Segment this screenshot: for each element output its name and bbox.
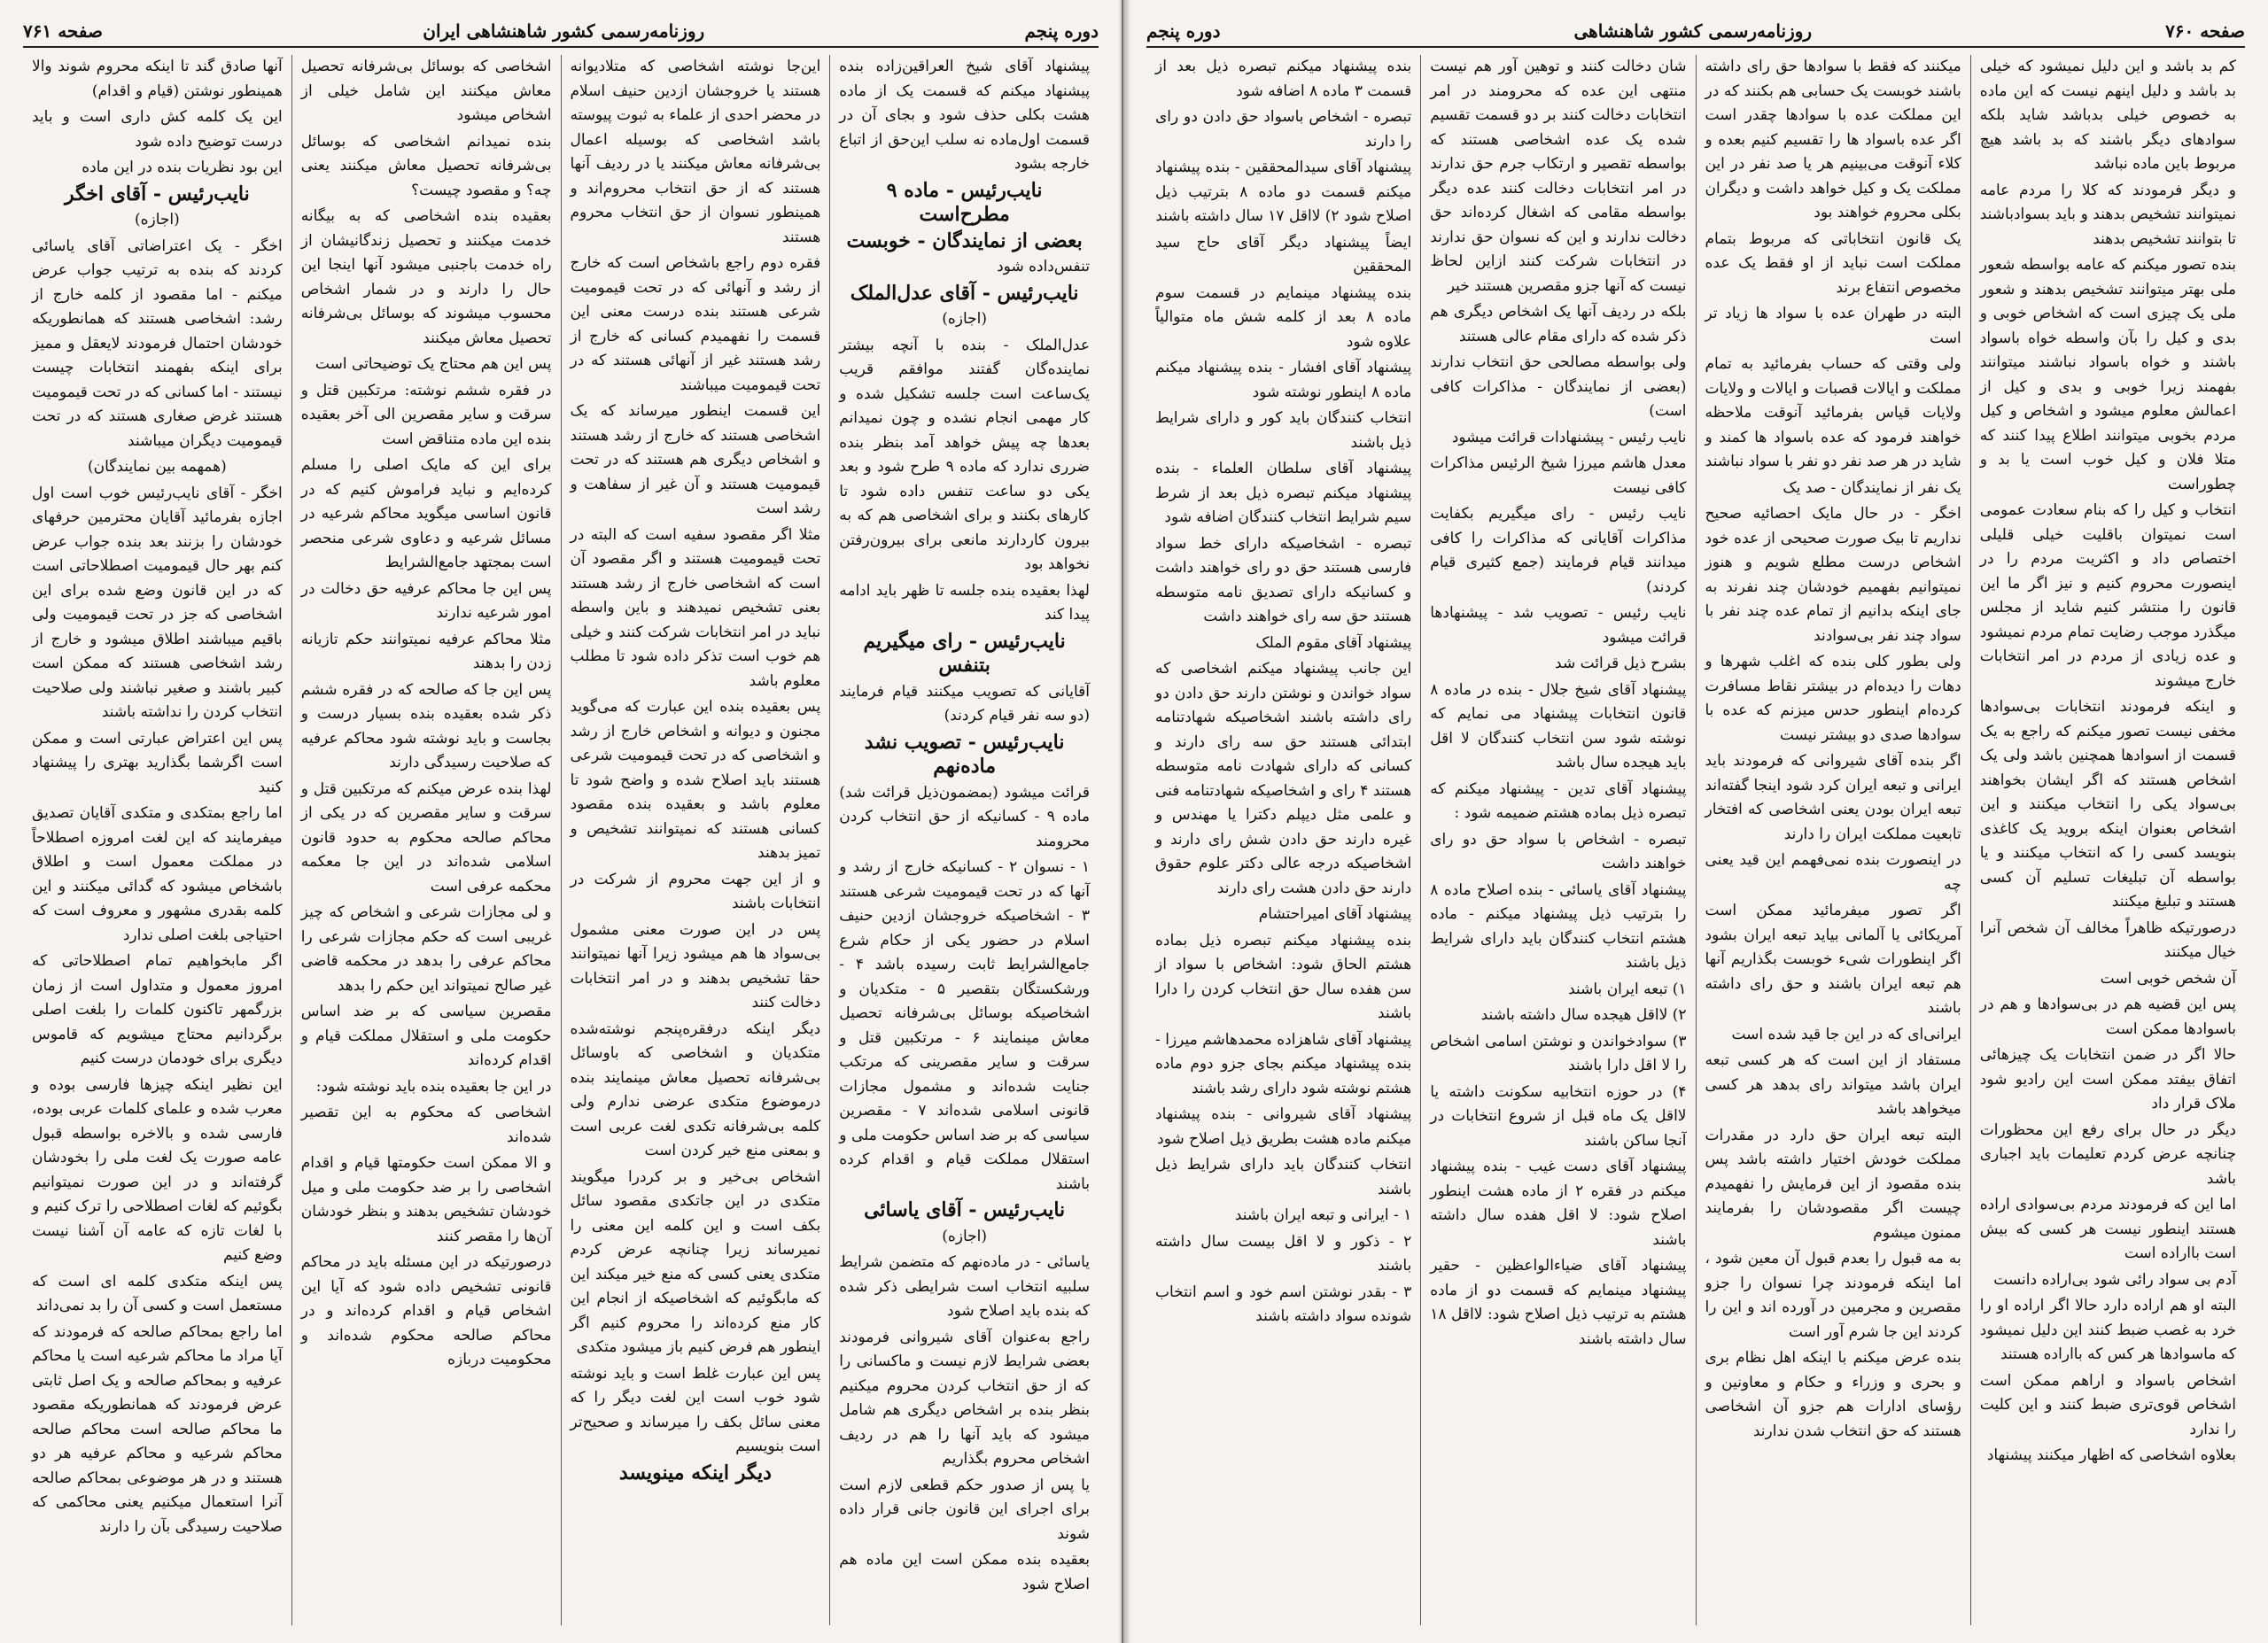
speaker-heading: نایب‌رئیس - رای میگیریم بتنفس (863, 629, 1066, 677)
paragraph: قرائت میشود (بمضمون‌ذیل قرائت شد) ماده ۹ - کسانیکه از حق انتخاب کردن محرومند (839, 783, 1090, 850)
paragraph: بنده پیشنهاد میکنم تبصره ذیل بماده هشتم الحاق شود: اشخاص با سواد از سن هفده سال حق انتخاب کردن را دارا باشند (1155, 931, 1412, 1022)
paragraph: نایب رئیس - پیشنهادات قرائت میشود (1451, 428, 1687, 446)
paragraph: عدل‌الملک - بنده با آنچه بیشتر نماینده‌گان گفتند موافقم قریب یک‌ساعت است جلسه تشکیل شده و کار مهمی انجام نشده و چون نمیدانم بعدها چه پیش خواهد آمد بنظر بنده ضرری ندارد که ماده ۹ طرح شود و بعد یکی دو ساعت تنفس داده شود تا کارهای بکنند و برای اشخاصی هم که به‌ بیرون کاردارند مانعی برای بیرون‌رفتن نخواهد بود (839, 336, 1090, 573)
text-column (561, 55, 830, 1625)
paragraph: در فقره ششم نوشته: مرتکبین قتل و سرقت و سایر مقصرین الی آخر بعقیده بنده این ماده متناقض است (300, 381, 552, 448)
text-column (829, 55, 1099, 1625)
paragraph: بنده عرض میکنم با اینکه اهل نظام بری و بحری و وزراء و حکام و معاونین و رؤسای ادارات هم جزو آن اشخاصی هستند که حق انتخاب شدن ندارند (1705, 1349, 1961, 1440)
paragraph: ایضاً پیشنهاد دیگر آقای حاج سید المحققین (1155, 233, 1412, 275)
paragraph: بنده تصور میکنم که عامه بواسطه شعور ملی بهتر میتوانند تشخیص بدهند و شعور ملی یک چیزی است که اشخاص خوبی و بدی و کیل را بآن واسطه خواه باسواد باشند و خواه باسواد نباشند میتوانند بفهمند زیرا خوبی و بدی و کیل از اعمالش معلوم میشود و اشخاص و کیل مردم بخوبی میتوانند اطلاع پیدا کنند که متلا فلان و کیل خوب است یا بد و چطوراست (1979, 256, 2236, 493)
paragraph: مثلا محاکم عرفیه نمیتوانند حکم تازیانه زدن را بدهند (300, 630, 552, 672)
paragraph: این یک کلمه کش داری است و باید درست توضیح داده شود (32, 108, 283, 151)
paragraph: اگر بنده آقای شیروانی که فرمودند باید ایرانی و تبعه ایران کرد شود اینجا گفته‌اند تبعه ایران بودن یعنی اشخاصی که افتخار تابعیت مملکت ایران را دارند (1705, 752, 1961, 843)
paragraph: پیشنهاد آقای یاسائی - بنده اصلاح ماده ۸ را بترتیب ذیل پیشنهاد میکنم - ماده هشتم انتخاب کنندگان باید دارای شرایط ذیل باشند (1430, 880, 1687, 972)
paragraph: پس این هم محتاج یک توضیحاتی است (315, 355, 552, 373)
paragraph: بعقیده بنده ممکن است این ماده هم اصلاح شود (839, 1551, 1090, 1593)
paragraph: ۳) سوادخواندن و نوشتن اسامی اشخاص را لا اقل دارا باشند (1430, 1032, 1687, 1074)
paragraph: دیگر اینکه درفقره‌پنجم نوشته‌شده متکدیان و اشخاصی که باوسائل بی‌شرفانه تحصیل معاش مینمایند بنده‌ درموضوع متکدی عرضی ندارم ولی کلمه بی‌شرفانه تکدی لغت عربی است و بمعنی منع خیر کردن است (570, 1019, 821, 1159)
column-container (23, 55, 1099, 1625)
paragraph: یاسائی - در ماده‌نهم که متضمن شرایط سلبیه انتخاب است شرایطی ذکر شده که بنده باید اصلاح شود (839, 1253, 1090, 1320)
page-number: صفحه ۷۶۰ (2165, 20, 2245, 42)
paragraph: اشخاص بی‌خیر و بر کردرا میگویند متکدی در این جاتکدی مقصود سائل بکف است و این کلمه این معنی را نمیرساند زیرا چنانچه عرض کردم متکدی یعنی کسی که منع خیر میکند این که مابگوئیم که اشخاصیکه از انجام این کار منع کرده‌اند را محروم کنیم اگر اینطور هم فرض کنیم باز میشود متکدی (570, 1167, 821, 1356)
paragraph: البته تبعه ایران حق دارد در مقدرات مملکت خودش اختیار داشته باشد پس بنده مقصود از این فرمایش را نفهمیدم چیست اگر مقصودشان را بفرمایند ممنون میشوم (1705, 1126, 1961, 1242)
paragraph: مثلا اگر مقصود سفیه است که البته در تحت قیمومیت هستند و اگر مقصود آن است که اشخاصی خارج از رشد هستند بعنی تشخیص نمیدهند و باین واسطه نباید در امر انتخابات شرکت کنند و خیلی هم خوب است تذکر داده شود تا مطلب معلوم باشد (570, 525, 821, 690)
paragraph: پیشنهاد آقای دست غیب - بنده پیشنهاد میکنم در فقره ۲ از ماده هشت اینطور اصلاح شود: لا اقل هفده سال داشته باشند (1430, 1158, 1687, 1249)
paragraph: تبصره - اشخاص با سواد حق دو رای خواهند داشت (1430, 830, 1687, 872)
paragraph: و اینکه فرمودند انتخابات بی‌سوادها مخفی نیست تصور میکنم که راجع به یک قسمت از اسوادها همچنین باشد ولی یک اشخاص هستند که اگر ایشان بخواهند بی‌سواد یکی را انتخاب میکنند و این اشخاص بعنوان اینکه بروید یک کاغذی بنویسد کسی را که انتخاب میکنند و یا بواسطه آن تبلیغات تسلیم آن کسی هستند و تبلیغ میکنند (1979, 698, 2236, 911)
paragraph: تبصره - اشخاصیکه دارای خط سواد فارسی هستند حق دو رای خواهند داشت و کسانیکه دارای تصدیق نامه متوسطه هستند حق سه رای خواهند داشت (1155, 534, 1412, 625)
binding-shadow (1118, 0, 1130, 1643)
page-header (23, 16, 1099, 48)
text-column (291, 55, 561, 1625)
paragraph: پس این قضیه هم در بی‌سوادها و هم در باسوادها ممکن است (1979, 996, 2236, 1038)
paragraph: انتخاب کنندگان باید کور و دارای شرایط ذیل باشند (1155, 409, 1412, 452)
speaker-heading: نایب‌رئیس - تصویب نشد ماده‌نهم (864, 730, 1065, 778)
paragraph: بنده پیشنهاد مینمایم در قسمت سوم ماده ۸ بعد از کلمه شش ماه متوالیاً علاوه شود (1155, 283, 1412, 351)
paragraph: البته در طهران عده با سواد ها زیاد تر است (1705, 305, 1961, 347)
page-period: دوره پنجم (1146, 20, 1221, 42)
paragraph: پس این عبارت غلط است و باید نوشته شود خوب است این لغت دیگر را که معنی سائل بکف را میرساند و صحیح‌تر است بنویسیم (570, 1364, 821, 1455)
paragraph: به مه قبول را بعدم قبول آن معین شود ، اما اینکه فرمودند چرا نسوان را جزو مقصرین و مجرمین در آورده اند و این را کردند این جا شرم آور است (1705, 1250, 1961, 1341)
paragraph: پیشنهاد آقای سیدالمحققین - بنده پیشنهاد میکنم قسمت دو ماده ۸ بترتیب ذیل اصلاح شود ۲) لااقل ۱۷ سال داشته باشند (1155, 159, 1412, 225)
paragraph: اما راجع بمحاکم صالحه که فرمودند که آیا مراد ما محاکم شرعیه است یا محاکم عرفیه و بمحاکم صالحه و یک اصل ثابتی عرض فرمودند که همانطوریکه مقصود ما محاکم صالحه است محاکم صالحه محاکم شرعیه و محاکم عرفیه هر دو هستند و در هر موضوعی بمحاکم صالحه آنرا استعمال میکنیم یعنی محاکمی که صلاحیت رسیدگی بآن را دارند (32, 1322, 283, 1536)
paragraph: این‌جا نوشته اشخاصی که متلادیوانه هستند یا خروجشان ازدین حنیف اسلام در محضر احدی از علماء به ثبوت پیوسته باشد اشخاصی که بوسیله اعمال بی‌شرفانه معاش میکنند یا در ردیف آنها هستند که از حق انتخاب محروم‌اند و همینطور نسوان از حق انتخاب محروم هستند (570, 58, 821, 246)
paragraph: آقایانی که تصویب میکنند قیام فرمایند (دو سه‌ نفر قیام کردند) (839, 682, 1090, 725)
paragraph: بلکه در ردیف آنها یک اشخاص دیگری هم ذکر شده که دارای مقام عالی هستند (1430, 303, 1687, 345)
paragraph: انتخاب و کیل را که بنام سعادت عمومی است نمیتوان باقلیت خیلی قلیلی اختصاص داد و اکثریت مردم را در اینصورت محروم کنیم و نیز اگر ما این قانون را منتشر کنیم شاید از مجلس میگذرد موجب رضایت تمام مردم نمیشود و عده زیادی از مردم در امر انتخابات خارج میشوند (1979, 501, 2236, 690)
paragraph: آن شخص خوبی است (2100, 969, 2236, 988)
paragraph: یک نفر از نمایندگان - صد یک (1783, 478, 1961, 497)
page-title: روزنامه‌رسمی کشور شاهنشاهی ایران (423, 20, 705, 42)
paragraph: پیشنهاد آقای افشار - بنده پیشنهاد میکنم ماده ۸ اینطور نوشته شود (1155, 359, 1412, 401)
paragraph: این جانب پیشنهاد میکنم اشخاصی که سواد خواندن و نوشتن دارند حق دادن دو رای داشته باشند اشخاصیکه شهادتنامه ابتدائی هستند حق سه رای دارند و کسانی که دارای شهادت نامه متوسطه هستند ۴ رای و اشخاصیکه شهادتنامه فنی و علمی مثل دیپلم دکترا یا مهندس و غیره دارند حق دادن شش رای دارند و اشخاصیکه درجه عالی دکتر علوم حقوق دارند حق دادن هشت رای دارند (1155, 660, 1412, 897)
parenthetical-note: (اجازه) (134, 211, 180, 229)
paragraph: ۳ - بقدر نوشتن اسم خود و اسم انتخاب شونده سواد داشته باشند (1155, 1283, 1412, 1325)
paragraph: راجع به‌عنوان آقای شیروانی فرمودند بعضی شرایط لازم نیست و ماکسانی را که از حق انتخاب کردن محروم میکنیم بنظر بنده بر اشخاص دیگری هم شامل میشود که باید آنها را هم در ردیف اشخاص محروم بگذاریم (839, 1328, 1090, 1468)
paragraph: انتخاب کنندگان باید دارای شرایط ذیل باشند (1155, 1156, 1412, 1198)
paragraph: پیشنهاد آقای سلطان العلماء - بنده پیشنهاد میکنم تبصره ذیل بعد از شرط سیم شرایط انتخاب کنندگان اضافه شود (1155, 460, 1412, 526)
paragraph: مقصرین سیاسی که بر ضد اساس حکومت ملی و استقلال مملکت قیام و اقدام کرده‌اند (300, 1003, 552, 1069)
paragraph: پیشنهاد آقای شیروانی - بنده پیشنهاد میکنم ماده هشت بطریق ذیل اصلاح شود (1155, 1105, 1412, 1148)
speaker-heading: نایب‌رئیس - آقای یاسائی (864, 1198, 1066, 1221)
page-header (1146, 16, 2245, 48)
text-column (1970, 55, 2245, 1625)
paragraph: ایرانی‌ای که در این جا قید شده است (1731, 1025, 1961, 1043)
paragraph: تنفس‌داده شود (997, 258, 1090, 275)
paragraph: بشرح ذیل قرائت شد (1555, 655, 1687, 672)
paragraph: درصورتیکه ظاهراً مخالف آن شخص آنرا خیال میکنند (1979, 918, 2236, 961)
paragraph: بعقیده بنده اشخاصی که به بیگانه خدمت میکنند و تحصیل زندگانیشان از راه خدمت باجنبی میشود آنها اینجا این حال را دارند و در شمار اشخاص محسوب میشوند که بوسائل بی‌شرفانه تحصیل معاش میکنند (300, 207, 552, 347)
paragraph: و الا ممکن است حکومتها قیام و اقدام اشخاصی را بر ضد حکومت ملی و میل خودشان تشخیص بدهند و بنظر خودشان آن‌ها را مقصر کنند (300, 1154, 552, 1245)
speaker-heading: دیگر اینکه‌ مینویسد (618, 1461, 772, 1484)
paragraph: پیشنهاد آقای شیخ العراقین‌زاده بنده پیشنهاد میکنم که قسمت یک از ماده هشت بکلی حذف شود و بجای آن در قسمت اول‌ماده نه سلب این‌حق از اتباع خارجه بشود (839, 58, 1090, 173)
paragraph: مستفاد از این است که هر کسی تبعه ایران باشد میتواند رای بدهد هر کسی میخواهد باشد (1705, 1051, 1961, 1118)
paragraph: یا پس از صدور حکم قطعی لازم است برای اجرای این قانون جانی قرار داده شوند (839, 1476, 1090, 1543)
paragraph: فقره دوم راجع باشخاص است که خارج از رشد و آنهائی که در تحت قیمومیت شرعی هستند بنده درست معنی این قسمت را نفهمیدم کسانی که خارج از رشد هستند غیر از آنهائی هستند که در تحت قیمومیت میباشند (570, 254, 821, 394)
paragraph: پس در این صورت معنی مشمول بی‌سواد ها هم میشود زیرا آنها نمیتوانند حقا تشخیص بدهند و در امر انتخابات دخالت کنند (570, 920, 821, 1011)
paragraph: حالا اگر در ضمن انتخابات یک چیزهائی اتفاق بیفتد ممکن است این رادیو شود ملاک قرار داد (1979, 1046, 2236, 1112)
paragraph: تبصره - اشخاص باسواد حق دادن دو رای را دارند (1155, 108, 1412, 151)
paragraph: این بود نظریات بنده در این ماده (82, 159, 283, 176)
paragraph: برای این که مایک اصلی را مسلم کرده‌ایم و نباید فراموش کنیم که در قانون اساسی میگوید محاکم شرعیه در مسائل شرعیه و دعاوی شرعی منحصر است بمجتهد جامع‌الشرایط (300, 456, 552, 571)
column-container (1146, 55, 2245, 1625)
paragraph: اشخاص باسواد و اراهم ممکن است اشخاص قوی‌تری ضبط کنند و این کلیت را ندارد (1979, 1371, 2236, 1438)
paragraph: پیشنهاد آقای تدین - پیشنهاد میکنم که تبصره ذیل بماده هشتم ضمیمه شود : (1430, 779, 1687, 822)
speaker-heading: نایب‌رئیس - ماده ۹ مطرح‌است (886, 178, 1043, 226)
paragraph: پیشنهاد آقای مقوم الملک (1255, 633, 1412, 652)
paragraph: ولی وقتی که حساب بفرمائید به تمام مملکت و ایالات قصبات و ایالات و ولایات ولایات قیاس بفرمائید آنوقت ملاحظه خواهند فرمود که عده باسواد ها کمند و شاید در هر صد نفر دو نفر با سواد نباشند (1705, 355, 1961, 470)
paragraph: در این جا بعقیده بنده باید نوشته شود: (315, 1077, 552, 1096)
paragraph: پس بعقیده بنده این عبارت که می‌گوید مجنون و دیوانه و اشخاص خارج از رشد و اشخاصی که در تحت قیمومیت شرعی هستند باید اصلاح شده و واضح شود تا معلوم باشد و بعقیده بنده مقصود کسانی هستند که نمیتوانند تشخیص و تمیز بدهند (570, 698, 821, 862)
paragraph: ۱) تبعه ایران باشند (1568, 980, 1687, 998)
paragraph: ولی بواسطه مصالحی حق انتخاب ندارند (بعضی از نمایندگان - مذاکرات کافی است) (1430, 353, 1687, 420)
paragraph: و لی مجازات شرعی و اشخاص که چیز غریبی است که حکم مجازات شرعی را محاکم عرفی را بدهد در محکمه قاضی غیر صالح نمیتواند این حکم را بدهد (300, 903, 552, 995)
paragraph: دیگر در حال برای رفع این محظورات چنانچه عرض کردم تعلیمات باید اجباری باشد (1979, 1120, 2236, 1188)
page-761 (0, 0, 1123, 1643)
page-period: دوره‌ پنجم (1024, 20, 1099, 42)
text-column (1420, 55, 1695, 1625)
paragraph: در اینصورت بنده نمی‌فهمم این قید یعنی چه (1705, 851, 1961, 894)
paragraph: و دیگر فرمودند که کلا را مردم عامه نمیتوانند تشخیص بدهند و باید بسوادباشند تا بتوانند تشخیص بدهند (1979, 181, 2236, 248)
paragraph: لهذا بعقیده بنده جلسه تا ظهر باید ادامه پیدا کند (839, 581, 1090, 624)
paragraph: نایب رئیس - رای میگیریم بکفایت مذاکرات آقایانی که مذاکرات را کافی میدانند قیام فرمایند (جمع کثیری قیام کردند) (1430, 505, 1687, 596)
paragraph: اشخاصی که بوسائل بی‌شرفانه تحصیل معاش میکنند این شامل خیلی از اشخاص میشود (300, 58, 552, 124)
paragraph: میکنند که فقط با سوادها حق رای‌ داشته باشند خوبست یک حسابی هم بکنند که در این مملکت عده با سوادها چقدر است اگر عده باسواد ها را تقسیم کنیم بعده و کلاء آنوقت می‌بینیم هر یا صد نفر در این مملکت یک و کیل خواهد داشت و دیگران بکلی محروم خواهند بود (1705, 58, 1961, 221)
paragraph: بنده نمیدانم اشخاصی که بوسائل بی‌شرفانه تحصیل معاش میکنند یعنی چه؟ و مقصود چیست؟ (300, 132, 552, 199)
paragraph: ۱ - نسوان ۲ - کسانیکه خارج از رشد و آنها که در تحت قیمومیت شرعی هستند ۳ - اشخاصیکه خروجشان ازدین حنیف اسلام در حضور یکی از حکام شرع جامع‌الشرایط ثابت رسیده باشد ۴ - ورشکستگان بتقصیر ۵ - متکدیان و اشخاصیکه بوسائل بی‌شرفانه تحصیل معاش مینمایند ۶ - مرتکبین قتل و سرقت و سایر مقصرینی که مرتکب جنایت شده‌اند و مشمول مجازات قانونی اسلامی شده‌اند ۷ - مقصرین سیاسی که بر ضد اساس حکومت ملی و استقلال مملکت قیام و اقدام کرده باشند (839, 858, 1090, 1193)
paragraph: و از این جهت محروم از شرکت در انتخابات باشند (570, 870, 821, 912)
paragraph: کم بد باشد و این دلیل نمیشود که خیلی بد باشد و دلیل اینهم نیست که این ماده به خصوص خیلی بدباشد شاید بلکه سوادهای دیگر باشند که بد باشد هیچ مربوط باین ماده نباشد (1979, 58, 2236, 173)
paragraph: اخگر - در حال مایک احصائیه صحیح نداریم تا بیک صورت صحیحی از عده خود اشخاص درست مطلع شویم و هنوز نمیتوانیم بفهمیم خودشان چند نفرند به جای اینکه بدانیم از تمام عده چند نفر با سواد چند نفر بی‌سوادند (1705, 505, 1961, 645)
paragraph: پس اینکه متکدی کلمه ای است که مستعمل است و کسی آن را بد نمی‌داند (32, 1272, 283, 1314)
paragraph: اشخاصی که محکوم به این تقصیر شده‌اند (300, 1104, 552, 1146)
speaker-heading: بعضی از نمایندگان - خوبست (846, 229, 1083, 252)
paragraph: اگر مابخواهیم تمام اصطلاحاتی که امروز معمول و متداول است از زمان بزرگمهر تاکنون کلمات را بلغت اصلی برگردانیم محتاج میشویم که قاموس دیگری برای خودمان درست کنیم (32, 952, 283, 1067)
paragraph: پیشنهاد آقای ضیاءالواعظین - حقیر پیشنهاد مینمایم که قسمت دو از ماده هشتم به ترتیب ذیل اصلاح شود: لااقل ۱۸ سال داشته باشند (1430, 1257, 1687, 1348)
paragraph: معدل هاشم میرزا شیخ الرئیس مذاکرات کافی نیست (1430, 454, 1687, 497)
paragraph: نایب رئیس - تصویب شد - پیشنهادها قرائت میشود (1430, 604, 1687, 647)
parenthetical-note: (اجازه) (942, 310, 988, 328)
parenthetical-note: (همهمه بین نمایندگان) (88, 458, 227, 476)
paragraph: ولی بطور کلی بنده که اغلب شهرها و دهات را دیده‌ام در بیشتر نقاط مسافرت کرده‌ام اینطور حدس میزنم که عده با سوادها صدی دو بیشتر نیست (1705, 653, 1961, 744)
paragraph: پیشنهاد آقای شاهزاده محمدهاشم میرزا - بنده پیشنهاد میکنم بجای جزو دوم ماده هشتم نوشته شود دارای رشد باشند (1155, 1030, 1412, 1097)
paragraph: اخگر - یک اعتراضاتی آقای یاسائی کردند که بنده به ترتیب جواب عرض میکنم - اما مقصود از کلمه خارج از رشد: اشخاصی هستند که همانطوریکه خودشان احتمال فرمودند لایعقل و ممیز برای اینکه بفهمند انتخابات چیست نیستند - اما کسانی که در تحت قیمومیت هستند غرض صغاری هستند که در تحت قیمومیت دیگران میباشند (32, 236, 283, 450)
paragraph: یک قانون انتخاباتی که مربوط بتمام مملکت است نباید از او فقط یک عده مخصوص انتفاع برند (1705, 229, 1961, 297)
text-column (1146, 55, 1420, 1625)
paragraph: درصورتیکه در این مسئله باید در محاکم قانونی تشخیص داده شود که آیا این اشخاص قیام و اقدام کرده‌اند و در محاکم صالحه محکوم شده‌اند و محکومیت دربازه (300, 1253, 552, 1368)
paragraph: اخگر - آقای نایب‌رئیس خوب است اول اجازه بفرمائید آقایان محترمین حرفهای خودشان را بزنند بعد بنده جواب عرض کنم بهر حال قیمومیت اصطلاحاتی است که در این قانون وضع شده برای این اشخاصی که جز در تحت قیمومیت ولی باقیم میباشند اطلاق میشود و خارج از رشد اشخاصی هستند که ممکن است کبیر باشند و صغیر نباشند ولی صلاحیت انتخاب کردن را نداشته باشند (32, 484, 283, 721)
paragraph: اما این که فرمودند مردم بی‌سوادی اراده هستند اینطور نیست هر کسی که بیش است بااراده است (1979, 1196, 2236, 1262)
page-title: روزنامه‌رسمی کشور شاهنشاهی (1573, 20, 1813, 42)
text-column (1696, 55, 1970, 1625)
speaker-heading: نایب‌رئیس - آقای اخگر (65, 182, 250, 205)
paragraph: اما راجع بمتکدی و متکدی آقایان تصدیق میفرمایند که این لغت امروزه اصطلاحاً در مملکت معمول است و اطلاق باشخاص میشود که گدائی میکنند و این کلمه بقدری مشهور و معروف است که احتیاجی بلغت اصلی ندارد (32, 804, 283, 944)
page-number: صفحه ۷۶۱ (23, 20, 103, 42)
paragraph: آنها صادق گند تا اینکه محروم شوند والا همینطور نوشتن (قیام و اقدام) (32, 58, 283, 100)
paragraph: ۱ - ایرانی و تبعه ایران باشند (1234, 1206, 1412, 1224)
paragraph: ۴) در حوزه انتخابیه سکونت داشته یا لااقل یک ماه قبل از شروع انتخابات در آنجا ساکن باشند (1430, 1082, 1687, 1150)
paragraph: پس این جا که صالحه که در فقره ششم ذکر شده بعقیده بنده بسیار درست و بجاست و باید نوشته شود محاکم عرفیه که صلاحیت رسیدگی دارند (300, 680, 552, 771)
paragraph: پس این اعتراض عبارتی است و ممکن است اگرشما بگذارید بهتری را پیشنهاد کنید (32, 729, 283, 796)
paragraph: پیشنهاد آقای امیراحتشام (1258, 905, 1412, 923)
paragraph: البته او هم اراده دارد حالا اگر اراده او را خرد به غصب ضبط کنند این دلیل نمیشود که ماسوادها هر کس که بااراده هستند (1979, 1297, 2236, 1363)
paragraph: اگر تصور میفرمائید ممکن است آمریکائی یا آلمانی بیاید تبعه ایران بشود اگر اینطورات شیء خوبست بگذاریم آنها هم تبعه ایران باشند و حق رای داشته باشند (1705, 902, 1961, 1017)
paragraph: شان دخالت کنند و توهین آور هم نیست منتهی این عده که محرومند در امر انتخابات دخالت کنند بر دو قسمت تقسیم شده یک عده اشخاصی هستند که بواسطه تقصیر و ارتکاب جرم حق ندارند در امر انتخابات دخالت کنند عده دیگر بواسطه مقامی که اشغال کرده‌اند حق دخالت ندارند و این که نسوان حق ندارند در انتخابات شرکت کنند ازاین لحاظ نیست که آنها جزو مقصرین هستند خیر (1430, 58, 1687, 295)
text-column (23, 55, 291, 1625)
speaker-heading: نایب‌رئیس - آقای عدل‌الملک (850, 281, 1079, 305)
paragraph: ۲ - ذکور و لا اقل بیست سال داشته باشند (1155, 1232, 1412, 1275)
paragraph: پیشنهاد آقای شیخ جلال - بنده در ماده ۸ قانون انتخابات پیشنهاد می نمایم که نوشته شود سن انتخاب کنندگان لا اقل باید هیجده سال باشد (1430, 680, 1687, 771)
paragraph: این قسمت اینطور میرساند که یک اشخاصی هستند که خارج از رشد هستند و اشخاص دیگری هم هستند که در تحت قیمومیت هستند و آن غیر از سفاهت و رشد است (570, 402, 821, 517)
paragraph: آدم بی سواد رائی شود بی‌اراده دانست (1993, 1270, 2236, 1289)
paragraph: پس این جا محاکم عرفیه حق دخالت در امور شرعیه ندارند (300, 579, 552, 622)
paragraph: ۲) لااقل هیجده سال داشته باشند (1480, 1006, 1687, 1024)
paragraph: بعلاوه اشخاصی که اظهار میکنند پیشنهاد (1986, 1446, 2236, 1464)
paragraph: بنده پیشنهاد میکنم تبصره ذیل بعد از قسمت ۳ ماده ۸ اضافه شود (1155, 58, 1412, 100)
paragraph: این نظیر اینکه چیزها فارسی بوده و معرب شده و علمای کلمات عربی بوده، فارسی شده و بالاخره بواسطه قبول عامه صورت یک لغت ملی را بخودشان گرفته‌اند و در این صورت نمیتوانیم بگوئیم که لغات اصطلاحی را ترک کنیم و با لغات تازه که عامه آن آشنا نیست وضع کنیم (32, 1075, 283, 1264)
paragraph: لهذا بنده عرض میکنم که مرتکبین قتل و سرقت و سایر مقصرین که در یکی از محاکم صالحه محکوم به حدود قانون اسلامی شده‌اند در این جا معکمه محکمه عرفی است (300, 779, 552, 895)
page-760 (1123, 0, 2268, 1643)
parenthetical-note: (اجازه) (942, 1227, 988, 1245)
